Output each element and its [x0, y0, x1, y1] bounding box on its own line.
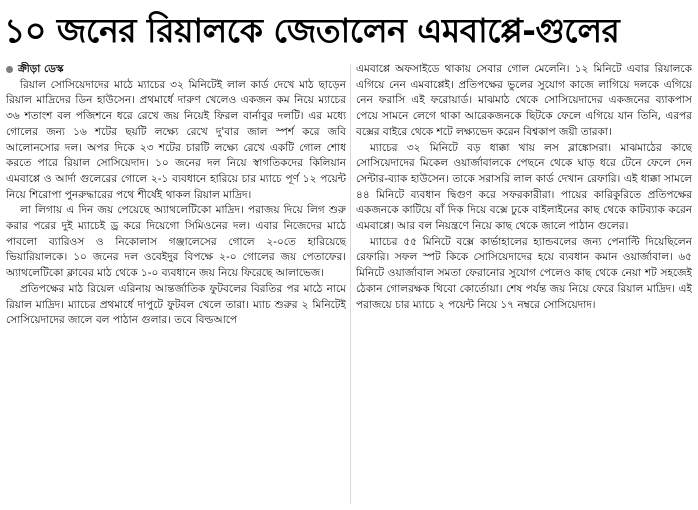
- paragraph: লা লিগায় এ দিন জয় পেয়েছে অ্যাথলেটিকো মাদ্রিদ। পরাজয় দিয়ে লিগ শুরু করার পরের দুই ম্যাচেই ড্র করে দিয়েগো সিমিওনের দল। এবার নিজেদের মাঠে পাবলো ব্যারিওস ও নিকোলাস গঞ্জালেসের গোলে ২-০তে হারিয়েছে ভিয়ারিয়ালকে। ১০ জনের দল ওবেইদুর বিপক্ষে ২-০ গোলের জয় পেতাফের। অ্যাথলেটিকো ক্লাবের মাঠ থেকে ১-০ ব্যবধানে জয় নিয়ে ফিরেছে আলাভেজ।: [6, 204, 346, 280]
- headline: ১০ জনের রিয়ালকে জেতালেন এমবাপ্পে-গুলের: [4, 11, 620, 50]
- bullet-icon: [6, 66, 13, 73]
- paragraph: এমবাপ্পে অফসাইডে থাকায় সেবার গোল মেলেনি। ১২ মিনিটে এবার রিয়ালকে এগিয়ে নেন এমবাপ্পেই। প্রতিপক্ষের ভুলের সুযোগ কাজে লাগিয়ে দলকে এগিয়ে নেন ফরাসি এই ফরোয়ার্ড। মাঝমাঠ থেকে সোসিয়েদাদের একজনের ব্যাকপাস পেয়ে সামনে লেগে থাকা আরেকজনকে ছিটকে ফেলে এগিয়ে যান তিনি, এরপর বক্সের বাইরে থেকে শটে লক্ষ্যভেদ করেন বিশ্বকাপ জয়ী তারকা।: [356, 63, 692, 138]
- paragraph: ম্যাচের ৩২ মিনিটে বড় ধাক্কা খায় লস ব্লাঙ্কোসরা। মাঝমাঠের কাছে সোসিয়েদাদের মিকেল ওয়ার্জাবালকে পেছনে থেকে ঘাড় ধরে টেনে ফেলে দেন সেন্টার-ব্যাক হাউসেন। তাকে সরাসরি লাল কার্ড দেখান রেফারি। এই ধাক্কা সামলে ৪৪ মিনিটে ব্যবধান দ্বিগুণ করে সফরকারীরা। পায়ের কারিকুরিতে প্রতিপক্ষের একজনকে কাটিয়ে বাঁ দিক দিয়ে বক্সে ঢুকে বাইলাইনের কাছ থেকে কাটব্যাক করেন এমবাপ্পে। আর বল নিয়ন্ত্রণে নিয়ে কাছ থেকে জালে পাঠান গুলের।: [356, 141, 692, 233]
- desk-label: ক্রীড়া ডেস্ক: [18, 63, 64, 75]
- article-column-left: [6, 62, 346, 506]
- column-divider: [350, 64, 351, 504]
- byline: [6, 62, 346, 78]
- paragraph: রিয়াল সোসিয়েদাদের মাঠে ম্যাচের ৩২ মিনিটেই লাল কার্ড দেখে মাঠ ছাড়েন রিয়াল মাদ্রিদের ডিন হাউসেন। প্রথমার্ধে দারুণ খেলেও একজন কম নিয়ে ম্যাচের ৩৬ শতাংশ বল পজিশনে ধরে রেখে জয় নিয়েই ফিরল বার্নাবুর দলটি। এর মধ্যে গোলের জন্য ১৬ শটের ছয়টি লক্ষ্যে রেখে দু'বার জাল স্পর্শ করে জবি আলোনসোর দল। অপর দিকে ২৩ শটের চারটি লক্ষ্যে রেখে একটি গোল শোধ করতে পারে রিয়াল সোসিয়েদাদ। ১০ জনের দল নিয়ে স্বাগতিকদের কিলিয়ান এমবাপ্পে ও আর্দা গুলেরের গোলে ২-১ ব্যবধানে হারিয়ে চার ম্যাচে পূর্ণ ১২ পয়েন্ট নিয়ে শিরোপা পুনরুদ্ধারের পথে শীর্ষেই থাকল রিয়াল মাদ্রিদ।: [6, 78, 346, 201]
- paragraph: ম্যাচের ৫৫ মিনিটে বক্সে কার্ভাহালের হ্যান্ডবলের জন্য পেনাল্টি দিয়েছিলেন রেফারি। সফল স্পট কিকে সোসিয়েদাদের হয়ে ব্যবধান কমান ওয়ার্জাবাল। ৬৫ মিনিটে ওয়ার্জাবাল সমতা ফেরানোর সুযোগ পেলেও কাছ থেকে নেয়া শট সহজেই ঠেকান গোলরক্ষক থিবো কোর্তোয়া। শেষ পর্যন্ত জয় নিয়ে ফেরে রিয়াল মাদ্রিদ। এই পরাজয়ে চার ম্যাচে ২ পয়েন্ট নিয়ে ১৭ নম্বরে সোসিয়েদাদ।: [356, 235, 692, 311]
- paragraph: প্রতিপক্ষের মাঠ রিয়েল এরিনায় আন্তর্জাতিক ফুটবলের বিরতির পর মাঠে নামে রিয়াল মাদ্রিদ। ম্যাচের প্রথমার্ধে দাপুটে ফুটবল খেলে তারা। ম্যাচ শুরুর ২ মিনিটেই সোসিয়েদাদের জালে বল পাঠান গুলার। তবে বিল্ডআপে: [6, 282, 346, 327]
- article-column-right: [356, 62, 692, 506]
